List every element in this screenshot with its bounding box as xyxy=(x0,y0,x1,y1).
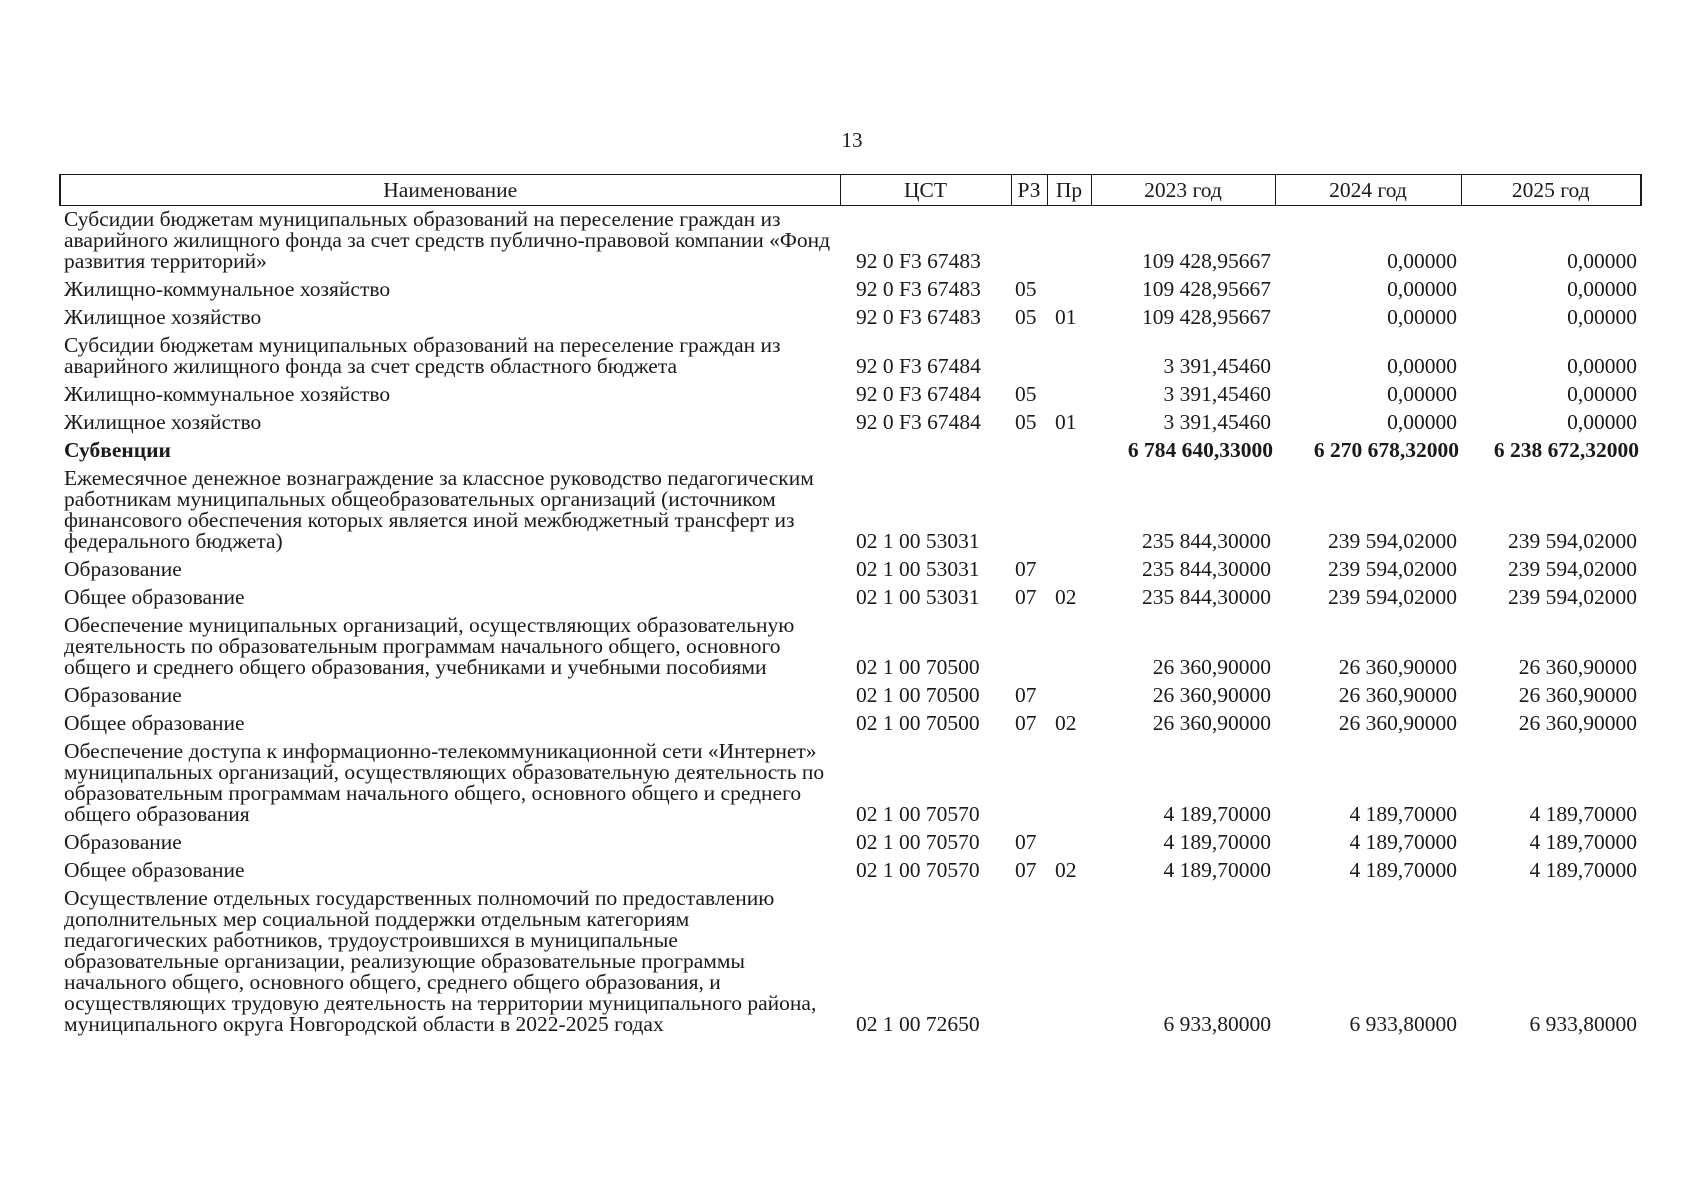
table-row xyxy=(60,584,1641,612)
table-row xyxy=(60,710,1641,738)
cell-name: Обеспечение муниципальных организаций, осуществляющих образовательную деятельность по образовательным программам начального общего, основного общего и среднего общего образования, учебниками и учебными пособиями xyxy=(64,613,795,679)
cell-cst: 02 1 00 53031 xyxy=(856,585,980,609)
cell-rz: 07 xyxy=(1015,683,1037,707)
cell-2024: 4 189,70000 xyxy=(1349,858,1457,882)
cell-rz xyxy=(1011,437,1047,465)
cell-2025: 26 360,90000 xyxy=(1518,655,1637,679)
cell-cst: 02 1 00 72650 xyxy=(856,1012,980,1036)
cell-name: Ежемесячное денежное вознаграждение за классное руководство педагогическим работникам муниципальных общеобразовательных организаций (источником финансового обеспечения которых является иной межбюджетный трансферт из федерального бюджета) xyxy=(64,466,814,553)
cell-rz: 07 xyxy=(1015,858,1037,882)
cell-2023: 6 784 640,33000 xyxy=(1127,438,1273,462)
cell-cst: 02 1 00 70500 xyxy=(856,655,980,679)
cell-2025: 4 189,70000 xyxy=(1529,802,1637,826)
cell-cst: 92 0 F3 67484 xyxy=(856,410,981,434)
cell-2025: 6 238 672,32000 xyxy=(1493,438,1639,462)
cell-cst: 02 1 00 70500 xyxy=(856,711,980,735)
cell-2025: 239 594,02000 xyxy=(1508,529,1637,553)
cell-name: Жилищно-коммунальное хозяйство xyxy=(64,382,391,406)
cell-2025: 26 360,90000 xyxy=(1518,683,1637,707)
cell-name: Жилищное хозяйство xyxy=(64,410,262,434)
cell-2023: 109 428,95667 xyxy=(1142,277,1271,301)
cell-cst: 02 1 00 70570 xyxy=(856,802,980,826)
cell-rz: 05 xyxy=(1015,382,1037,406)
table-row xyxy=(60,332,1641,381)
cell-2024: 0,00000 xyxy=(1387,249,1457,273)
cell-2025: 0,00000 xyxy=(1567,410,1637,434)
cell-rz xyxy=(1011,206,1047,277)
cell-2024: 26 360,90000 xyxy=(1338,711,1457,735)
table-row xyxy=(60,885,1641,1039)
cell-rz xyxy=(1011,465,1047,556)
cell-2025: 0,00000 xyxy=(1567,249,1637,273)
cell-2023: 3 391,45460 xyxy=(1163,410,1271,434)
cell-2023: 4 189,70000 xyxy=(1163,802,1271,826)
cell-rz xyxy=(1011,738,1047,829)
cell-2024: 0,00000 xyxy=(1387,277,1457,301)
cell-cst: 02 1 00 53031 xyxy=(856,557,980,581)
cell-2024: 26 360,90000 xyxy=(1338,683,1457,707)
cell-pr xyxy=(1047,206,1091,277)
header-pr: Пр xyxy=(1047,175,1091,206)
cell-pr: 01 xyxy=(1055,410,1077,434)
cell-pr xyxy=(1047,276,1091,304)
cell-pr xyxy=(1047,381,1091,409)
cell-pr: 02 xyxy=(1055,711,1077,735)
cell-2024: 239 594,02000 xyxy=(1328,557,1457,581)
table-row xyxy=(60,612,1641,682)
cell-pr: 01 xyxy=(1055,305,1077,329)
cell-2023: 109 428,95667 xyxy=(1142,249,1271,273)
table-row xyxy=(60,857,1641,885)
cell-name: Обеспечение доступа к информационно-телекоммуникационной сети «Интернет» муниципальных организаций, осуществляющих образовательную деятельность по образовательным программам начального общего, основного общего и среднего общего образования xyxy=(64,739,825,826)
cell-2024: 6 933,80000 xyxy=(1349,1012,1457,1036)
cell-name: Субвенции xyxy=(64,438,171,462)
cell-cst: 92 0 F3 67483 xyxy=(856,277,981,301)
cell-2023: 26 360,90000 xyxy=(1152,711,1271,735)
cell-pr xyxy=(1047,556,1091,584)
cell-name: Субсидии бюджетам муниципальных образований на переселение граждан из аварийного жилищного фонда за счет средств областного бюджета xyxy=(64,333,781,378)
table-row xyxy=(60,738,1641,829)
cell-2023: 3 391,45460 xyxy=(1163,382,1271,406)
cell-2024: 4 189,70000 xyxy=(1349,802,1457,826)
table-row xyxy=(60,437,1641,465)
cell-2025: 6 933,80000 xyxy=(1529,1012,1637,1036)
cell-rz: 05 xyxy=(1015,277,1037,301)
cell-cst: 02 1 00 70570 xyxy=(856,830,980,854)
cell-cst xyxy=(840,437,1011,465)
cell-2023: 6 933,80000 xyxy=(1163,1012,1271,1036)
cell-2023: 3 391,45460 xyxy=(1163,354,1271,378)
cell-cst: 92 0 F3 67483 xyxy=(856,249,981,273)
cell-2024: 239 594,02000 xyxy=(1328,585,1457,609)
cell-cst: 02 1 00 70570 xyxy=(856,858,980,882)
cell-2025: 4 189,70000 xyxy=(1529,858,1637,882)
cell-2025: 0,00000 xyxy=(1567,277,1637,301)
cell-cst: 92 0 F3 67484 xyxy=(856,382,981,406)
cell-pr xyxy=(1047,829,1091,857)
table-row xyxy=(60,556,1641,584)
cell-2025: 0,00000 xyxy=(1567,305,1637,329)
cell-2024: 0,00000 xyxy=(1387,382,1457,406)
cell-2023: 235 844,30000 xyxy=(1142,557,1271,581)
cell-name: Образование xyxy=(64,557,182,581)
table-row xyxy=(60,206,1641,277)
cell-pr xyxy=(1047,465,1091,556)
table-row xyxy=(60,276,1641,304)
cell-rz xyxy=(1011,332,1047,381)
cell-pr xyxy=(1047,612,1091,682)
table-row xyxy=(60,465,1641,556)
cell-2024: 0,00000 xyxy=(1387,354,1457,378)
cell-2024: 239 594,02000 xyxy=(1328,529,1457,553)
cell-2023: 4 189,70000 xyxy=(1163,830,1271,854)
cell-cst: 02 1 00 70500 xyxy=(856,683,980,707)
cell-2023: 235 844,30000 xyxy=(1142,529,1271,553)
cell-cst: 92 0 F3 67483 xyxy=(856,305,981,329)
cell-rz: 07 xyxy=(1015,830,1037,854)
cell-pr xyxy=(1047,332,1091,381)
table-row xyxy=(60,829,1641,857)
header-cst: ЦСТ xyxy=(840,175,1011,206)
cell-name: Образование xyxy=(64,830,182,854)
header-name: Наименование xyxy=(60,175,840,206)
cell-pr xyxy=(1047,885,1091,1039)
header-2024: 2024 год xyxy=(1275,175,1461,206)
cell-2025: 0,00000 xyxy=(1567,382,1637,406)
cell-2024: 26 360,90000 xyxy=(1338,655,1457,679)
cell-pr xyxy=(1047,682,1091,710)
cell-rz: 05 xyxy=(1015,305,1037,329)
table-row xyxy=(60,409,1641,437)
cell-name: Жилищно-коммунальное хозяйство xyxy=(64,277,391,301)
cell-2024: 4 189,70000 xyxy=(1349,830,1457,854)
cell-2023: 26 360,90000 xyxy=(1152,655,1271,679)
table-row xyxy=(60,381,1641,409)
cell-name: Субсидии бюджетам муниципальных образований на переселение граждан из аварийного жилищного фонда за счет средств публично-правовой компании «Фонд развития территорий» xyxy=(64,207,831,273)
cell-rz: 07 xyxy=(1015,557,1037,581)
table-row xyxy=(60,304,1641,332)
cell-2025: 4 189,70000 xyxy=(1529,830,1637,854)
header-2025: 2025 год xyxy=(1461,175,1641,206)
cell-2025: 239 594,02000 xyxy=(1508,557,1637,581)
cell-2023: 109 428,95667 xyxy=(1142,305,1271,329)
cell-name: Общее образование xyxy=(64,585,245,609)
header-2023: 2023 год xyxy=(1091,175,1275,206)
cell-cst: 92 0 F3 67484 xyxy=(856,354,981,378)
cell-rz: 07 xyxy=(1015,585,1037,609)
table-row xyxy=(60,682,1641,710)
page-number: 13 xyxy=(841,128,863,152)
cell-rz: 07 xyxy=(1015,711,1037,735)
cell-name: Осуществление отдельных государственных полномочий по предоставлению дополнительных мер социальной поддержки отдельным категориям педагогических работников, трудоустроившихся в муниципальные образовательные организации, реализующие образовательные программы начального общего, основного общего, среднего общего образования, и осуществляющих трудовую деятельность на территории муниципального района, муниципального округа Новгородской области в 2022-2025 годах xyxy=(64,886,817,1036)
table-body xyxy=(60,206,1641,1040)
cell-name: Общее образование xyxy=(64,858,245,882)
cell-2024: 6 270 678,32000 xyxy=(1313,438,1459,462)
header-row xyxy=(60,175,1641,206)
budget-table xyxy=(59,174,1642,1039)
cell-2023: 4 189,70000 xyxy=(1163,858,1271,882)
cell-2025: 0,00000 xyxy=(1567,354,1637,378)
cell-name: Жилищное хозяйство xyxy=(64,305,262,329)
table-header xyxy=(60,175,1641,206)
cell-pr: 02 xyxy=(1055,858,1077,882)
cell-pr xyxy=(1047,738,1091,829)
cell-2025: 26 360,90000 xyxy=(1518,711,1637,735)
cell-2024: 0,00000 xyxy=(1387,305,1457,329)
cell-rz xyxy=(1011,885,1047,1039)
header-rz: РЗ xyxy=(1011,175,1047,206)
cell-name: Образование xyxy=(64,683,182,707)
cell-2025: 239 594,02000 xyxy=(1508,585,1637,609)
cell-name: Общее образование xyxy=(64,711,245,735)
cell-pr: 02 xyxy=(1055,585,1077,609)
cell-2023: 26 360,90000 xyxy=(1152,683,1271,707)
cell-rz xyxy=(1011,612,1047,682)
cell-cst: 02 1 00 53031 xyxy=(856,529,980,553)
cell-pr xyxy=(1047,437,1091,465)
cell-2023: 235 844,30000 xyxy=(1142,585,1271,609)
cell-2024: 0,00000 xyxy=(1387,410,1457,434)
cell-rz: 05 xyxy=(1015,410,1037,434)
